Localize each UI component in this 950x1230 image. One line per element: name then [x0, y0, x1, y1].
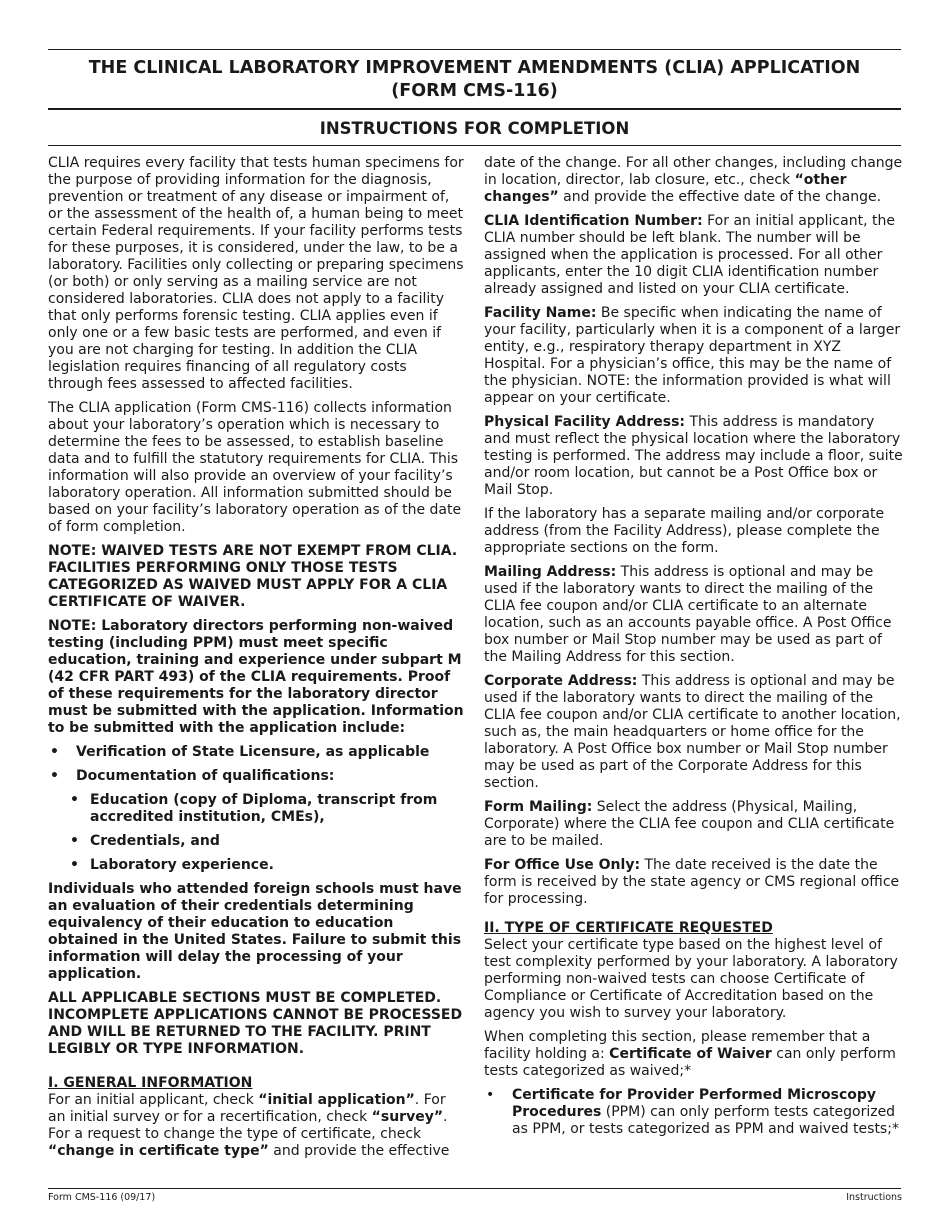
term-initial-application: “initial application”	[258, 1092, 415, 1108]
physical-address-paragraph: Physical Facility Address: This address is mandatory and must reflect the physical location where the laboratory testing is performed. The address may include a floor, suite and/or room location, but cannot be a Post Office box or Mail Stop.	[484, 414, 903, 498]
corporate-address-paragraph: Corporate Address: This address is optional and may be used if the laboratory wants to direct the mailing of the CLIA fee coupon and/or CLIA certificate to another location, such as, the main headquarters or home office for the laboratory. A Post Office box number or Mail Stop number may be used as part of the Corporate Address for this section.	[484, 673, 901, 791]
field-label: Form Mailing:	[484, 799, 593, 815]
list-item: • Certificate for Provider Performed Microscopy Procedures (PPM) can only perform tests categorized as PPM, or tests categorized as PPM and waived tests;*	[484, 1087, 904, 1138]
general-information-continued: date of the change. For all other changes, including change in location, director, lab closure, etc., check “other changes” and provide the effective date of the change.	[484, 155, 903, 205]
list-item: • Laboratory experience.	[48, 857, 466, 874]
waived-note: NOTE: WAIVED TESTS ARE NOT EXEMPT FROM CLIA. FACILITIES PERFORMING ONLY THOSE TESTS CATEGORIZED AS WAIVED MUST APPLY FOR A CLIA CERTIFICATE OF WAIVER.	[48, 543, 458, 610]
certificate-list	[484, 1087, 904, 1138]
field-label: For Office Use Only:	[484, 857, 641, 873]
intro-paragraph: CLIA requires every facility that tests human specimens for the purpose of providing information for the diagnosis, prevention or treatment of any disease or impairment of, or the assessment of the health of, a human being to meet certain Federal requirements. If your facility performs tests for these purposes, it is considered, under the law, to be a laboratory. Facilities only collecting or preparing specimens (or both) or only serving as a mailing service are not considered laboratories. CLIA does not apply to a facility that only performs forensic testing. CLIA applies even if only one or a few basic tests are performed, and even if you are not charging for testing. In addition the CLIA legislation requires financing of all regulatory costs through fees assessed to affected facilities.	[48, 155, 464, 392]
general-information-paragraph: For an initial applicant, check “initial application”. For an initial survey or for a recertification, check “survey”. For a request to change the type of certificate, check “change in certificate type” and provide the effective	[48, 1092, 450, 1159]
facility-name-paragraph: Facility Name: Be specific when indicating the name of your facility, particularly when it is a component of a larger entity, e.g., respiratory therapy department in XYZ Hospital. For a physician’s office, this may be the name of the physician. NOTE: the information provided is what will appear on your certificate.	[484, 305, 901, 406]
left-column	[48, 155, 466, 1167]
list-item: • Education (copy of Diploma, transcript from accredited institution, CMEs),	[48, 792, 466, 826]
requirements-list	[48, 744, 466, 785]
field-label: Facility Name:	[484, 305, 597, 321]
term-survey: “survey”	[371, 1109, 444, 1125]
field-label: Mailing Address:	[484, 564, 617, 580]
qualifications-list	[48, 792, 466, 874]
term-ppm-certificate: Certificate for Provider Performed Microscopy Procedures	[512, 1087, 877, 1120]
field-label: Corporate Address:	[484, 673, 638, 689]
field-label: CLIA Identification Number:	[484, 213, 703, 229]
all-sections-paragraph: ALL APPLICABLE SECTIONS MUST BE COMPLETED. INCOMPLETE APPLICATIONS CANNOT BE PROCESSED AND WILL BE RETURNED TO THE FACILITY. PRINT LEGIBLY OR TYPE INFORMATION.	[48, 990, 463, 1057]
term-change-in-certificate-type: “change in certificate type”	[48, 1143, 269, 1159]
document-title-form-number: (FORM CMS-116)	[391, 81, 558, 101]
subtitle-rule	[48, 145, 901, 146]
section-heading-certificate-type: II. TYPE OF CERTIFICATE REQUESTED	[484, 920, 773, 936]
foreign-schools-paragraph: Individuals who attended foreign schools must have an evaluation of their credentials determining equivalency of their education to education obtained in the United States. Failure to submit this information will delay the processing of your application.	[48, 881, 462, 982]
document-title: THE CLINICAL LABORATORY IMPROVEMENT AMENDMENTS (CLIA) APPLICATION	[88, 58, 861, 78]
mailing-address-paragraph: Mailing Address: This address is optional and may be used if the laboratory wants to direct the mailing of the CLIA fee coupon and/or CLIA certificate to an alternate location, such as an accounts payable office. A Post Office box number or Mail Stop number may be used as part of the Mailing Address for this section.	[484, 564, 892, 665]
footer-rule	[48, 1188, 901, 1189]
term-certificate-of-waiver: Certificate of Waiver	[609, 1046, 772, 1062]
certificate-type-paragraph: Select your certificate type based on the highest level of test complexity performed by your laboratory. A laboratory performing non-waived tests can choose Certificate of Compliance or Certificate of Accreditation based on the agency you wish to survey your laboratory.	[484, 937, 898, 1021]
list-item: • Documentation of qualifications:	[48, 768, 466, 785]
title-rule	[48, 108, 901, 110]
footer-form-id: Form CMS-116 (09/17)	[48, 1192, 156, 1203]
clia-id-paragraph: CLIA Identification Number: For an initial applicant, the CLIA number should be left blank. The number will be assigned when the application is processed. For all other applicants, enter the 10 digit CLIA identification number already assigned and listed on your CLIA certificate.	[484, 213, 895, 297]
list-item: • Credentials, and	[48, 833, 466, 850]
term-other-changes: “other changes”	[484, 172, 847, 205]
form-mailing-paragraph: Form Mailing: Select the address (Physical, Mailing, Corporate) where the CLIA fee coupon and CLIA certificate are to be mailed.	[484, 799, 895, 849]
application-paragraph: The CLIA application (Form CMS-116) collects information about your laboratory’s operation which is necessary to determine the fees to be assessed, to establish baseline data and to fulfill the statutory requirements for CLIA. This information will also provide an overview of your facility’s laboratory operation. All information submitted should be based on your facility’s laboratory operation as of the date of form completion.	[48, 400, 462, 535]
section-heading-general-information: I. GENERAL INFORMATION	[48, 1075, 253, 1091]
list-item: • Verification of State Licensure, as applicable	[48, 744, 466, 761]
remember-paragraph: When completing this section, please remember that a facility holding a: Certificate of Waiver can only perform tests categorized as waived;*	[484, 1029, 896, 1079]
document-subtitle: INSTRUCTIONS FOR COMPLETION	[319, 119, 630, 138]
office-use-paragraph: For Office Use Only: The date received is the date the form is received by the state agency or CMS regional office for processing.	[484, 857, 900, 907]
footer-label: Instructions	[846, 1192, 902, 1203]
separate-address-paragraph: If the laboratory has a separate mailing and/or corporate address (from the Facility Address), please complete the appropriate sections on the form.	[484, 506, 885, 556]
top-rule	[48, 49, 901, 50]
right-column	[484, 155, 904, 1145]
field-label: Physical Facility Address:	[484, 414, 686, 430]
director-note: NOTE: Laboratory directors performing non-waived testing (including PPM) must meet specific education, training and experience under subpart M (42 CFR PART 493) of the CLIA requirements. Proof of these requirements for the laboratory director must be submitted with the application. Information to be submitted with the application include:	[48, 618, 464, 736]
